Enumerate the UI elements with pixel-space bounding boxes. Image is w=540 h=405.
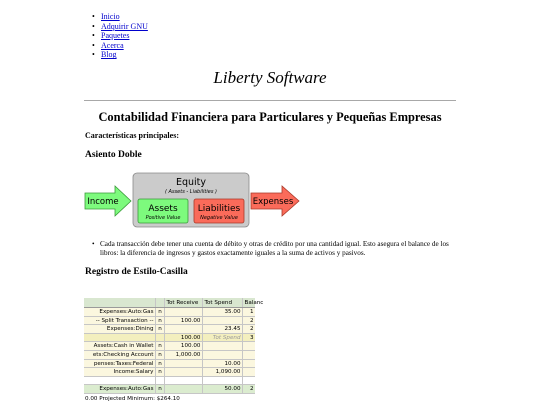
row-balance: 2 [249, 317, 254, 324]
row-account: Assets:Cash in Wallet [84, 342, 156, 350]
register-screenshot [84, 298, 264, 402]
row-receive [165, 308, 203, 316]
row-balance: 1 [249, 309, 254, 315]
row-balance: 2 [249, 386, 254, 393]
register-row [84, 342, 255, 351]
nav-link-blog[interactable]: Blog [101, 50, 117, 60]
nav-link-inicio[interactable]: Inicio [101, 12, 120, 21]
site-title: Liberty Software [213, 68, 327, 87]
register-header [84, 298, 264, 308]
row-spend: 35.00 [203, 308, 243, 316]
liabilities-sub: Negative Value [200, 215, 238, 221]
double-entry-diagram [84, 172, 304, 228]
register-row-blank [84, 377, 255, 386]
site-nav [88, 12, 148, 60]
row-spend-placeholder: Tot Spend [203, 334, 243, 342]
row-balance: 2 [249, 326, 254, 333]
row-r: n [156, 325, 165, 333]
nav-item-adquirir [88, 22, 148, 32]
row-receive [165, 368, 203, 376]
row-spend: 50.00 [203, 385, 243, 393]
row-account: Expenses:Auto:Gas [84, 385, 156, 393]
register-status-bar: 0.00 Projected Minimum: $264.10 [84, 395, 255, 403]
row-balance [243, 377, 255, 385]
header-balance: Balanc [244, 300, 264, 306]
row-spend: 1,090.00 [203, 368, 243, 376]
assets-sub: Positive Value [145, 215, 181, 221]
features-label: Características principales: [85, 131, 179, 140]
nav-link-adquirir[interactable]: Adquirir GNU [101, 21, 148, 31]
row-receive: 1,000.00 [165, 351, 203, 359]
row-balance [243, 351, 255, 359]
row-spend [203, 317, 243, 325]
register-row [84, 368, 255, 377]
row-spend: 23.45 [203, 325, 243, 333]
nav-link-acerca[interactable]: Acerca [101, 40, 124, 50]
page-title: Contabilidad Financiera para Particulares y Pequeñas Empresas [98, 110, 442, 124]
header-tot-spend: Tot Spend [203, 298, 243, 307]
nav-item-acerca [88, 41, 148, 51]
assets-label: Assets [148, 204, 178, 214]
row-r: n [156, 342, 165, 350]
row-spend [203, 342, 243, 350]
row-receive [165, 385, 203, 393]
nav-link-paquetes[interactable]: Paquetes [101, 31, 130, 41]
row-account [84, 334, 156, 342]
register-row [84, 351, 255, 360]
register-row [84, 308, 255, 317]
asiento-heading: Asiento Doble [85, 150, 142, 160]
registro-heading: Registro de Estilo-Casilla [85, 267, 188, 277]
row-account: Expenses:Auto:Gas [84, 308, 156, 316]
row-receive: 100.00 [165, 342, 203, 350]
nav-item-paquetes [88, 31, 148, 41]
row-account: Expenses:Dining [84, 325, 156, 333]
equity-label: Equity [175, 177, 207, 188]
row-r: n [156, 360, 165, 368]
register-row [84, 360, 255, 369]
liabilities-label: Liabilities [197, 204, 241, 214]
row-balance: 3 [249, 334, 254, 341]
divider [84, 100, 456, 101]
register-row [84, 317, 255, 326]
row-spend [203, 377, 243, 385]
header-account [84, 298, 156, 307]
row-r [156, 334, 165, 342]
equity-formula: ( Assets - Liabilities ) [165, 189, 217, 195]
row-account: ets:Checking Account [84, 351, 156, 359]
row-account: penses:Taxes:Federal [84, 360, 156, 368]
nav-item-blog [88, 50, 148, 60]
row-r: n [156, 317, 165, 325]
row-r: n [156, 308, 165, 316]
row-receive [165, 325, 203, 333]
header-tot-receive: Tot Receive [165, 298, 203, 307]
register-row [84, 385, 255, 394]
double-entry-description: • Cada transacción debe tener una cuenta de débito y otras de crédito por una cantidad igual. Esto asegura el balance de los libros: la diferencia de ingresos y gastos exactamente iguales a la suma de activos y pasivos. [100, 240, 460, 258]
row-balance [243, 342, 255, 350]
row-r: n [156, 351, 165, 359]
row-receive: 100.00 [165, 334, 203, 342]
register-row-selected [84, 334, 255, 343]
row-account [84, 377, 156, 385]
row-receive [165, 377, 203, 385]
income-label: Income [87, 197, 119, 207]
row-receive [165, 360, 203, 368]
row-receive: 100.00 [165, 317, 203, 325]
row-r [156, 377, 165, 385]
row-spend: 10.00 [203, 360, 243, 368]
nav-item-inicio [88, 12, 148, 22]
row-r: n [156, 385, 165, 393]
row-spend [203, 351, 243, 359]
row-account: Income:Salary [84, 368, 156, 376]
row-account: -- Split Transaction -- [84, 317, 156, 325]
row-balance [243, 368, 255, 376]
expenses-label: Expenses [252, 197, 294, 207]
row-balance [243, 360, 255, 368]
register-row [84, 325, 255, 334]
row-r: n [156, 368, 165, 376]
header-r [156, 298, 165, 307]
